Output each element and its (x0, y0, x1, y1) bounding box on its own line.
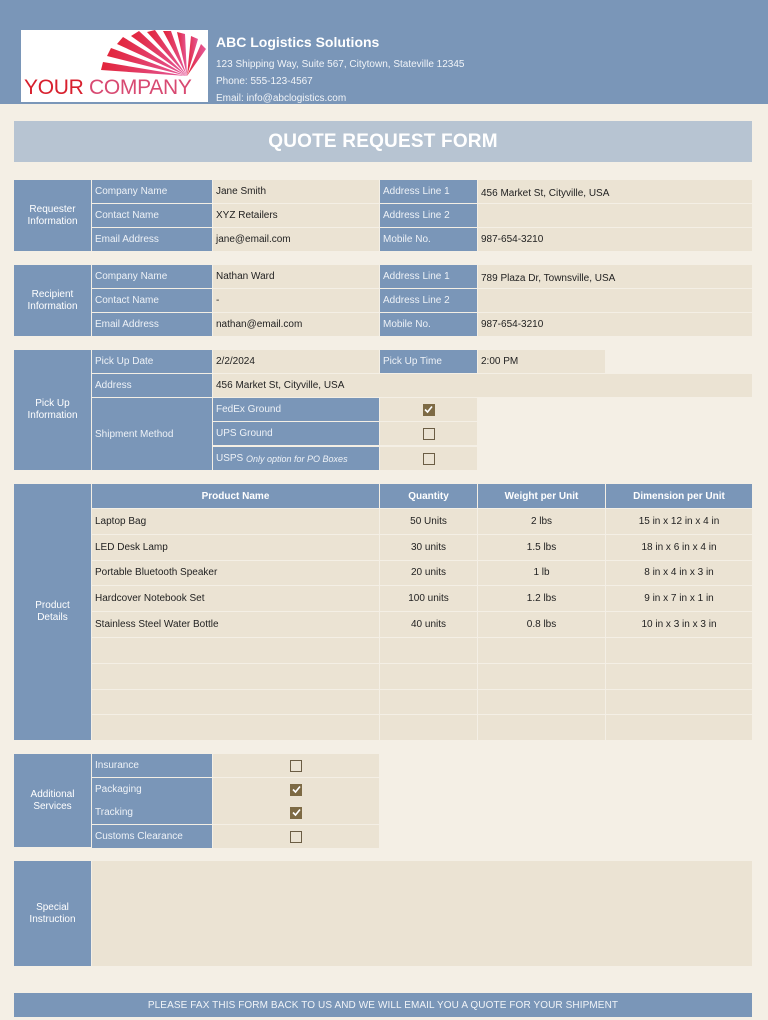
form-title: QUOTE REQUEST FORM (14, 121, 752, 162)
cell-quantity[interactable]: 20 units (380, 561, 477, 586)
recipient-email-label: Email Address (92, 313, 212, 336)
method-fedex-cell (380, 398, 477, 421)
cell-weight[interactable]: 2 lbs (478, 509, 605, 534)
shipment-method-label: Shipment Method (92, 398, 212, 470)
logo-wordmark: YOUR COMPANY (24, 76, 192, 99)
cell-weight[interactable] (478, 638, 605, 663)
recipient-address1-field[interactable]: 789 Plaza Dr, Townsville, USA (478, 265, 752, 288)
requester-company-name-label: Company Name (92, 180, 212, 203)
cell-dimension[interactable]: 9 in x 7 in x 1 in (606, 586, 752, 611)
requester-address2-label: Address Line 2 (380, 204, 477, 227)
checkmark-icon (292, 785, 301, 794)
cell-product-name[interactable]: Portable Bluetooth Speaker (92, 561, 379, 586)
company-email: Email: info@abclogistics.com (216, 93, 347, 104)
company-phone: Phone: 555-123-4567 (216, 76, 313, 87)
cell-quantity[interactable] (380, 690, 477, 715)
cell-product-name[interactable] (92, 664, 379, 689)
cell-product-name[interactable] (92, 715, 379, 740)
method-fedex-checkbox[interactable] (423, 404, 435, 416)
special-instruction-textarea[interactable] (92, 861, 752, 966)
special-section-label: Special Instruction (14, 861, 91, 966)
pickup-date-field[interactable]: 2/2/2024 (213, 350, 379, 373)
col-header-dimension: Dimension per Unit (606, 484, 752, 508)
service-tracking-cell (213, 801, 379, 824)
cell-dimension[interactable] (606, 715, 752, 740)
method-usps-cell (380, 447, 477, 470)
service-insurance-label: Insurance (92, 754, 212, 777)
footer-note: PLEASE FAX THIS FORM BACK TO US AND WE WILL EMAIL YOU A QUOTE FOR YOUR SHIPMENT (14, 993, 752, 1017)
requester-mobile-field[interactable]: 987-654-3210 (478, 228, 752, 251)
service-packaging-label: Packaging (92, 778, 212, 801)
cell-product-name[interactable]: Laptop Bag (92, 509, 379, 534)
services-section-label: Additional Services (14, 754, 91, 847)
cell-product-name[interactable]: Hardcover Notebook Set (92, 586, 379, 611)
company-logo (21, 30, 208, 102)
products-section-label: Product Details (14, 484, 91, 740)
cell-product-name[interactable]: Stainless Steel Water Bottle (92, 612, 379, 637)
col-header-product-name: Product Name (92, 484, 379, 508)
recipient-section-label: Recipient Information (14, 265, 91, 336)
checkmark-icon (292, 808, 301, 817)
service-packaging-checkbox[interactable] (290, 784, 302, 796)
method-usps-label: USPS Only option for PO Boxes (213, 447, 379, 470)
requester-address1-label: Address Line 1 (380, 180, 477, 203)
requester-email-label: Email Address (92, 228, 212, 251)
cell-weight[interactable]: 1.5 lbs (478, 535, 605, 560)
cell-quantity[interactable]: 50 Units (380, 509, 477, 534)
service-customs-cell (213, 825, 379, 848)
method-fedex-label: FedEx Ground (213, 398, 379, 421)
recipient-company-name-field[interactable]: Nathan Ward (213, 265, 379, 288)
cell-product-name[interactable] (92, 690, 379, 715)
cell-weight[interactable] (478, 715, 605, 740)
method-ups-label: UPS Ground (213, 422, 379, 445)
method-ups-checkbox[interactable] (423, 428, 435, 440)
service-tracking-checkbox[interactable] (290, 807, 302, 819)
requester-section-label: Requester Information (14, 180, 91, 251)
cell-weight[interactable]: 0.8 lbs (478, 612, 605, 637)
requester-address1-field[interactable]: 456 Market St, Cityville, USA (478, 180, 752, 203)
cell-dimension[interactable] (606, 664, 752, 689)
cell-quantity[interactable]: 100 units (380, 586, 477, 611)
pickup-section-label: Pick Up Information (14, 350, 91, 470)
company-name: ABC Logistics Solutions (216, 34, 380, 50)
requester-contact-name-field[interactable]: XYZ Retailers (213, 204, 379, 227)
requester-company-name-field[interactable]: Jane Smith (213, 180, 379, 203)
recipient-mobile-field[interactable]: 987-654-3210 (478, 313, 752, 336)
cell-dimension[interactable]: 8 in x 4 in x 3 in (606, 561, 752, 586)
pickup-address-label: Address (92, 374, 212, 397)
cell-weight[interactable] (478, 690, 605, 715)
cell-quantity[interactable] (380, 638, 477, 663)
requester-mobile-label: Mobile No. (380, 228, 477, 251)
requester-contact-name-label: Contact Name (92, 204, 212, 227)
recipient-contact-name-field[interactable]: - (213, 289, 379, 312)
checkmark-icon (424, 405, 433, 414)
pickup-time-field[interactable]: 2:00 PM (478, 350, 605, 373)
col-header-weight: Weight per Unit (478, 484, 605, 508)
col-header-quantity: Quantity (380, 484, 477, 508)
service-insurance-cell (213, 754, 379, 777)
cell-dimension[interactable]: 10 in x 3 in x 3 in (606, 612, 752, 637)
company-address: 123 Shipping Way, Suite 567, Citytown, Stateville 12345 (216, 59, 465, 70)
usps-note: Only option for PO Boxes (246, 453, 348, 464)
requester-address2-field[interactable] (478, 204, 752, 227)
pickup-time-label: Pick Up Time (380, 350, 477, 373)
cell-dimension[interactable] (606, 638, 752, 663)
cell-weight[interactable]: 1.2 lbs (478, 586, 605, 611)
cell-product-name[interactable] (92, 638, 379, 663)
cell-dimension[interactable] (606, 690, 752, 715)
cell-dimension[interactable]: 15 in x 12 in x 4 in (606, 509, 752, 534)
cell-product-name[interactable]: LED Desk Lamp (92, 535, 379, 560)
cell-dimension[interactable]: 18 in x 6 in x 4 in (606, 535, 752, 560)
pickup-address-field[interactable]: 456 Market St, Cityville, USA (213, 374, 752, 397)
recipient-address1-label: Address Line 1 (380, 265, 477, 288)
recipient-mobile-label: Mobile No. (380, 313, 477, 336)
cell-weight[interactable] (478, 664, 605, 689)
service-insurance-checkbox[interactable] (290, 760, 302, 772)
cell-quantity[interactable]: 30 units (380, 535, 477, 560)
recipient-address2-label: Address Line 2 (380, 289, 477, 312)
requester-email-field[interactable]: jane@email.com (213, 228, 379, 251)
recipient-address2-field[interactable] (478, 289, 752, 312)
cell-quantity[interactable] (380, 715, 477, 740)
cell-weight[interactable]: 1 lb (478, 561, 605, 586)
service-customs-checkbox[interactable] (290, 831, 302, 843)
pickup-date-label: Pick Up Date (92, 350, 212, 373)
cell-quantity[interactable]: 40 units (380, 612, 477, 637)
recipient-email-field[interactable]: nathan@email.com (213, 313, 379, 336)
method-usps-checkbox[interactable] (423, 453, 435, 465)
cell-quantity[interactable] (380, 664, 477, 689)
service-packaging-cell (213, 778, 379, 801)
recipient-contact-name-label: Contact Name (92, 289, 212, 312)
company-info (216, 34, 464, 107)
service-customs-label: Customs Clearance (92, 825, 212, 848)
method-ups-cell (380, 422, 477, 445)
service-tracking-label: Tracking (92, 801, 212, 824)
recipient-company-name-label: Company Name (92, 265, 212, 288)
